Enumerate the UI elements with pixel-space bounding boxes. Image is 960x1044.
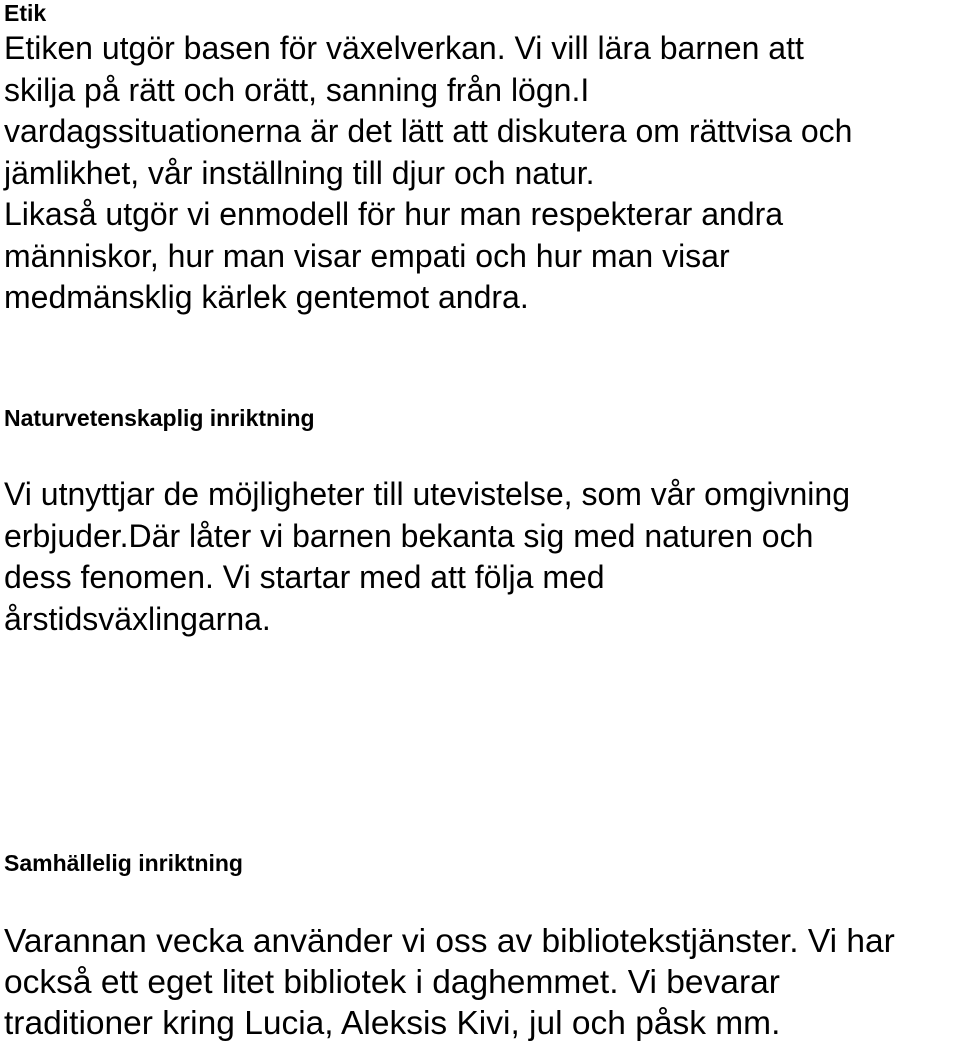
section-heading-naturvetenskaplig: Naturvetenskaplig inriktning [4, 405, 315, 431]
section-body-samhallelig [4, 921, 960, 1044]
text-line: Vi utnyttjar de möjligheter till utevistelse, som vår omgivning [4, 476, 850, 512]
text-line: Likaså utgör vi enmodell för hur man respekterar andra [4, 196, 784, 232]
text-line: medmänsklig kärlek gentemot andra. [4, 279, 529, 315]
section-body-etik [4, 28, 959, 319]
section-heading-samhallelig: Samhällelig inriktning [4, 850, 243, 876]
text-line: erbjuder.Där låter vi barnen bekanta sig med naturen och [4, 517, 814, 554]
text-line: dess fenomen. Vi startar med att följa med [4, 559, 605, 595]
section-heading-etik: Etik [4, 0, 47, 26]
text-line: traditioner kring Lucia, Aleksis Kivi, jul och påsk mm. [4, 1005, 781, 1042]
text-line: människor, hur man visar empati och hur man visar [4, 237, 730, 274]
text-line: Varannan vecka använder vi oss av bibliotekstjänster. Vi har [4, 923, 895, 960]
text-line: Etiken utgör basen för växelverkan. Vi vill lära barnen att [4, 30, 804, 66]
text-line: vardagssituationerna är det lätt att diskutera om rättvisa och [4, 113, 853, 149]
text-line: skilja på rätt och orätt, sanning från lögn.I [4, 71, 590, 108]
section-body-naturvetenskaplig [4, 474, 959, 640]
text-line: jämlikhet, vår inställning till djur och natur. [4, 154, 595, 191]
text-line: också ett eget litet bibliotek i daghemmet. Vi bevarar [4, 964, 780, 1001]
text-line: årstidsväxlingarna. [4, 600, 271, 637]
